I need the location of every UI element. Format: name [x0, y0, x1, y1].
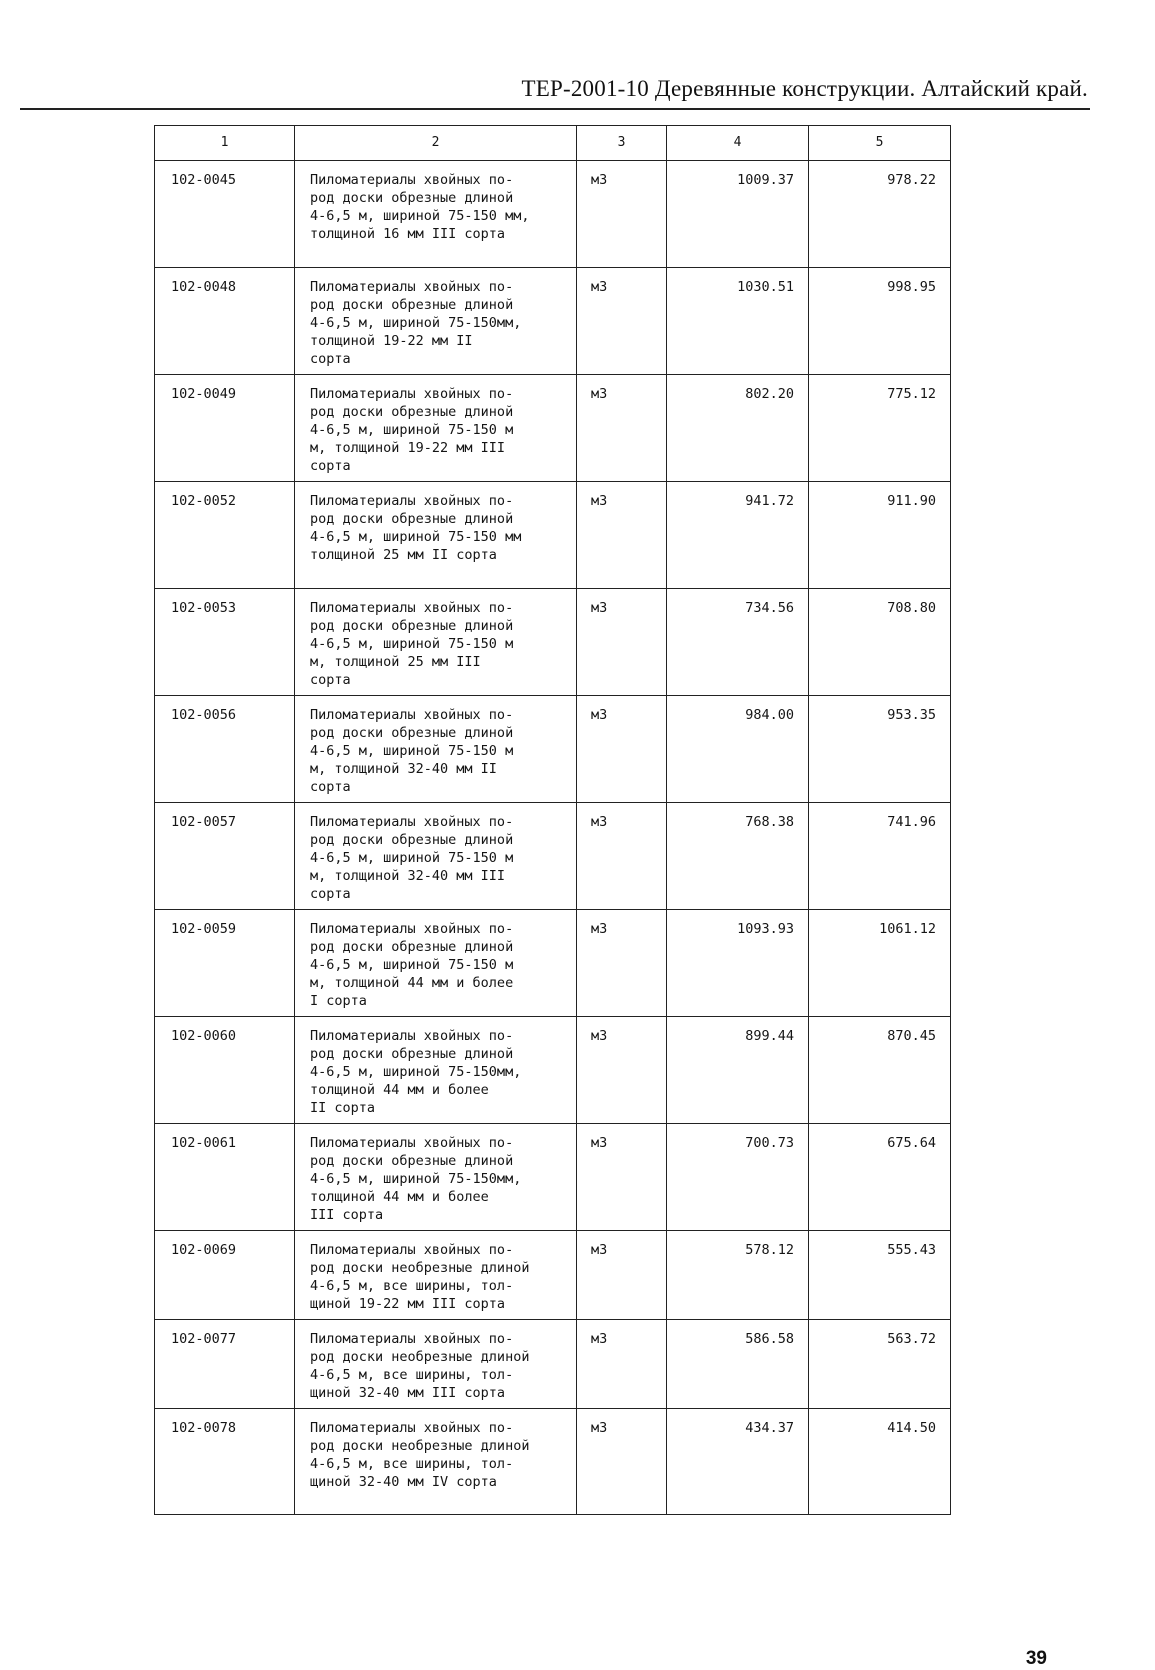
row-value-5: 953.35 [887, 707, 936, 723]
row-value-4-cell [667, 1017, 809, 1124]
row-code: 102-0053 [171, 600, 237, 616]
table-row [155, 803, 951, 910]
row-description-cell [295, 910, 577, 1017]
row-value-4: 734.56 [745, 600, 794, 616]
row-description-cell [295, 803, 577, 910]
column-number-1: 1 [155, 126, 295, 161]
row-value-4: 802.20 [745, 386, 794, 402]
row-value-5: 741.96 [887, 814, 936, 830]
table-row [155, 1320, 951, 1409]
row-value-4: 768.38 [745, 814, 794, 830]
row-value-4-cell [667, 1231, 809, 1320]
row-value-5-cell [809, 1320, 951, 1409]
row-value-4-cell [667, 1320, 809, 1409]
table-row [155, 482, 951, 589]
table-row [155, 696, 951, 803]
column-number-3: 3 [577, 126, 667, 161]
row-description: Пиломатериалы хвойных по- род доски обрезные длиной 4-6,5 м, шириной 75-150 мм толщиной 25 мм II сорта [310, 493, 522, 563]
table-row [155, 1231, 951, 1320]
row-unit-cell [577, 1320, 667, 1409]
row-code: 102-0056 [171, 707, 237, 723]
table-row [155, 589, 951, 696]
row-code-cell [155, 161, 295, 268]
row-value-5-cell [809, 268, 951, 375]
table-row [155, 910, 951, 1017]
row-code: 102-0069 [171, 1242, 237, 1258]
row-code-cell [155, 1017, 295, 1124]
row-code-cell [155, 482, 295, 589]
row-code: 102-0061 [171, 1135, 237, 1151]
row-description: Пиломатериалы хвойных по- род доски обрезные длиной 4-6,5 м, шириной 75-150мм, толщиной 44 мм и более II сорта [310, 1028, 522, 1116]
row-code-cell [155, 803, 295, 910]
table-row [155, 161, 951, 268]
page-header-title: ТЕР-2001-10 Деревянные конструкции. Алтайский край. [521, 76, 1088, 101]
row-value-5-cell [809, 1231, 951, 1320]
column-number-2: 2 [295, 126, 577, 161]
row-value-4: 700.73 [745, 1135, 794, 1151]
row-unit: м3 [591, 1420, 608, 1436]
row-unit-cell [577, 910, 667, 1017]
row-value-5: 675.64 [887, 1135, 936, 1151]
row-unit: м3 [591, 493, 608, 509]
row-value-5: 1061.12 [879, 921, 936, 937]
row-value-5: 911.90 [887, 493, 936, 509]
row-unit: м3 [591, 600, 608, 616]
row-code-cell [155, 1320, 295, 1409]
table-row [155, 268, 951, 375]
price-table [154, 125, 951, 1515]
row-description: Пиломатериалы хвойных по- род доски обрезные длиной 4-6,5 м, шириной 75-150 м м, толщиной 32-40 мм III сорта [310, 814, 514, 902]
row-value-4-cell [667, 1124, 809, 1231]
row-value-4-cell [667, 589, 809, 696]
row-unit: м3 [591, 279, 608, 295]
row-value-5: 414.50 [887, 1420, 936, 1436]
row-unit-cell [577, 1017, 667, 1124]
row-description: Пиломатериалы хвойных по- род доски обрезные длиной 4-6,5 м, шириной 75-150 м м, толщиной 19-22 мм III сорта [310, 386, 514, 474]
row-code: 102-0048 [171, 279, 237, 295]
row-description: Пиломатериалы хвойных по- род доски обрезные длиной 4-6,5 м, шириной 75-150 м м, толщиной 44 мм и более I сорта [310, 921, 514, 1009]
row-value-5-cell [809, 803, 951, 910]
row-code: 102-0057 [171, 814, 237, 830]
row-code: 102-0052 [171, 493, 237, 509]
row-unit: м3 [591, 707, 608, 723]
row-description: Пиломатериалы хвойных по- род доски обрезные длиной 4-6,5 м, шириной 75-150мм, толщиной 44 мм и более III сорта [310, 1135, 522, 1223]
row-description: Пиломатериалы хвойных по- род доски обрезные длиной 4-6,5 м, шириной 75-150 м м, толщиной 25 мм III сорта [310, 600, 514, 688]
row-unit-cell [577, 1231, 667, 1320]
row-value-5: 708.80 [887, 600, 936, 616]
row-unit-cell [577, 589, 667, 696]
row-value-5: 870.45 [887, 1028, 936, 1044]
row-unit-cell [577, 696, 667, 803]
row-description-cell [295, 1017, 577, 1124]
row-code-cell [155, 1124, 295, 1231]
table-row [155, 1124, 951, 1231]
row-value-4: 586.58 [745, 1331, 794, 1347]
row-value-5-cell [809, 1017, 951, 1124]
row-code-cell [155, 910, 295, 1017]
row-value-4-cell [667, 161, 809, 268]
row-description-cell [295, 1231, 577, 1320]
row-code: 102-0077 [171, 1331, 237, 1347]
row-description-cell [295, 268, 577, 375]
row-description-cell [295, 696, 577, 803]
row-unit-cell [577, 268, 667, 375]
row-value-4: 1009.37 [737, 172, 794, 188]
row-code: 102-0049 [171, 386, 237, 402]
row-description: Пиломатериалы хвойных по- род доски обрезные длиной 4-6,5 м, шириной 75-150 м м, толщиной 32-40 мм II сорта [310, 707, 514, 795]
row-unit: м3 [591, 814, 608, 830]
row-value-4-cell [667, 696, 809, 803]
row-value-4-cell [667, 482, 809, 589]
row-description: Пиломатериалы хвойных по- род доски необрезные длиной 4-6,5 м, все ширины, тол- щиной 32-40 мм III сорта [310, 1331, 530, 1401]
header-divider [20, 108, 1090, 110]
row-code-cell [155, 268, 295, 375]
row-value-5: 563.72 [887, 1331, 936, 1347]
row-unit: м3 [591, 921, 608, 937]
row-unit: м3 [591, 172, 608, 188]
row-unit-cell [577, 375, 667, 482]
row-description-cell [295, 589, 577, 696]
row-value-5-cell [809, 589, 951, 696]
row-description-cell [295, 1409, 577, 1515]
row-value-4: 1030.51 [737, 279, 794, 295]
row-description: Пиломатериалы хвойных по- род доски необрезные длиной 4-6,5 м, все ширины, тол- щиной 19-22 мм III сорта [310, 1242, 530, 1312]
row-value-5-cell [809, 910, 951, 1017]
row-value-4-cell [667, 803, 809, 910]
row-value-5-cell [809, 482, 951, 589]
row-value-4-cell [667, 910, 809, 1017]
row-value-4: 984.00 [745, 707, 794, 723]
row-value-5-cell [809, 161, 951, 268]
row-code-cell [155, 375, 295, 482]
row-code-cell [155, 696, 295, 803]
table-row [155, 1409, 951, 1515]
row-unit-cell [577, 1124, 667, 1231]
row-description: Пиломатериалы хвойных по- род доски обрезные длиной 4-6,5 м, шириной 75-150 мм, толщиной 16 мм III сорта [310, 172, 530, 242]
row-description-cell [295, 482, 577, 589]
row-value-4: 1093.93 [737, 921, 794, 937]
row-value-5: 775.12 [887, 386, 936, 402]
row-unit: м3 [591, 1135, 608, 1151]
row-value-4: 434.37 [745, 1420, 794, 1436]
row-value-5-cell [809, 1409, 951, 1515]
table-header-row [155, 126, 951, 161]
row-code-cell [155, 1409, 295, 1515]
row-value-5-cell [809, 1124, 951, 1231]
row-value-4: 941.72 [745, 493, 794, 509]
row-unit-cell [577, 482, 667, 589]
row-value-4-cell [667, 1409, 809, 1515]
row-value-4-cell [667, 268, 809, 375]
row-unit-cell [577, 1409, 667, 1515]
row-unit: м3 [591, 1331, 608, 1347]
page-number: 39 [1025, 1648, 1047, 1669]
row-description-cell [295, 375, 577, 482]
row-description-cell [295, 1124, 577, 1231]
row-value-5-cell [809, 696, 951, 803]
column-number-5: 5 [809, 126, 951, 161]
row-value-5: 978.22 [887, 172, 936, 188]
row-description-cell [295, 1320, 577, 1409]
row-code: 102-0045 [171, 172, 237, 188]
row-code: 102-0078 [171, 1420, 237, 1436]
table-row [155, 1017, 951, 1124]
row-code: 102-0060 [171, 1028, 237, 1044]
column-number-4: 4 [667, 126, 809, 161]
row-unit-cell [577, 161, 667, 268]
row-unit: м3 [591, 386, 608, 402]
row-description: Пиломатериалы хвойных по- род доски необрезные длиной 4-6,5 м, все ширины, тол- щиной 32-40 мм IV сорта [310, 1420, 530, 1490]
row-value-4-cell [667, 375, 809, 482]
row-code-cell [155, 1231, 295, 1320]
row-unit: м3 [591, 1028, 608, 1044]
row-unit-cell [577, 803, 667, 910]
row-description: Пиломатериалы хвойных по- род доски обрезные длиной 4-6,5 м, шириной 75-150мм, толщиной 19-22 мм II сорта [310, 279, 522, 367]
row-value-4: 899.44 [745, 1028, 794, 1044]
row-value-5-cell [809, 375, 951, 482]
row-code-cell [155, 589, 295, 696]
row-value-5: 998.95 [887, 279, 936, 295]
row-description-cell [295, 161, 577, 268]
row-unit: м3 [591, 1242, 608, 1258]
row-code: 102-0059 [171, 921, 237, 937]
table-row [155, 375, 951, 482]
row-value-5: 555.43 [887, 1242, 936, 1258]
row-value-4: 578.12 [745, 1242, 794, 1258]
